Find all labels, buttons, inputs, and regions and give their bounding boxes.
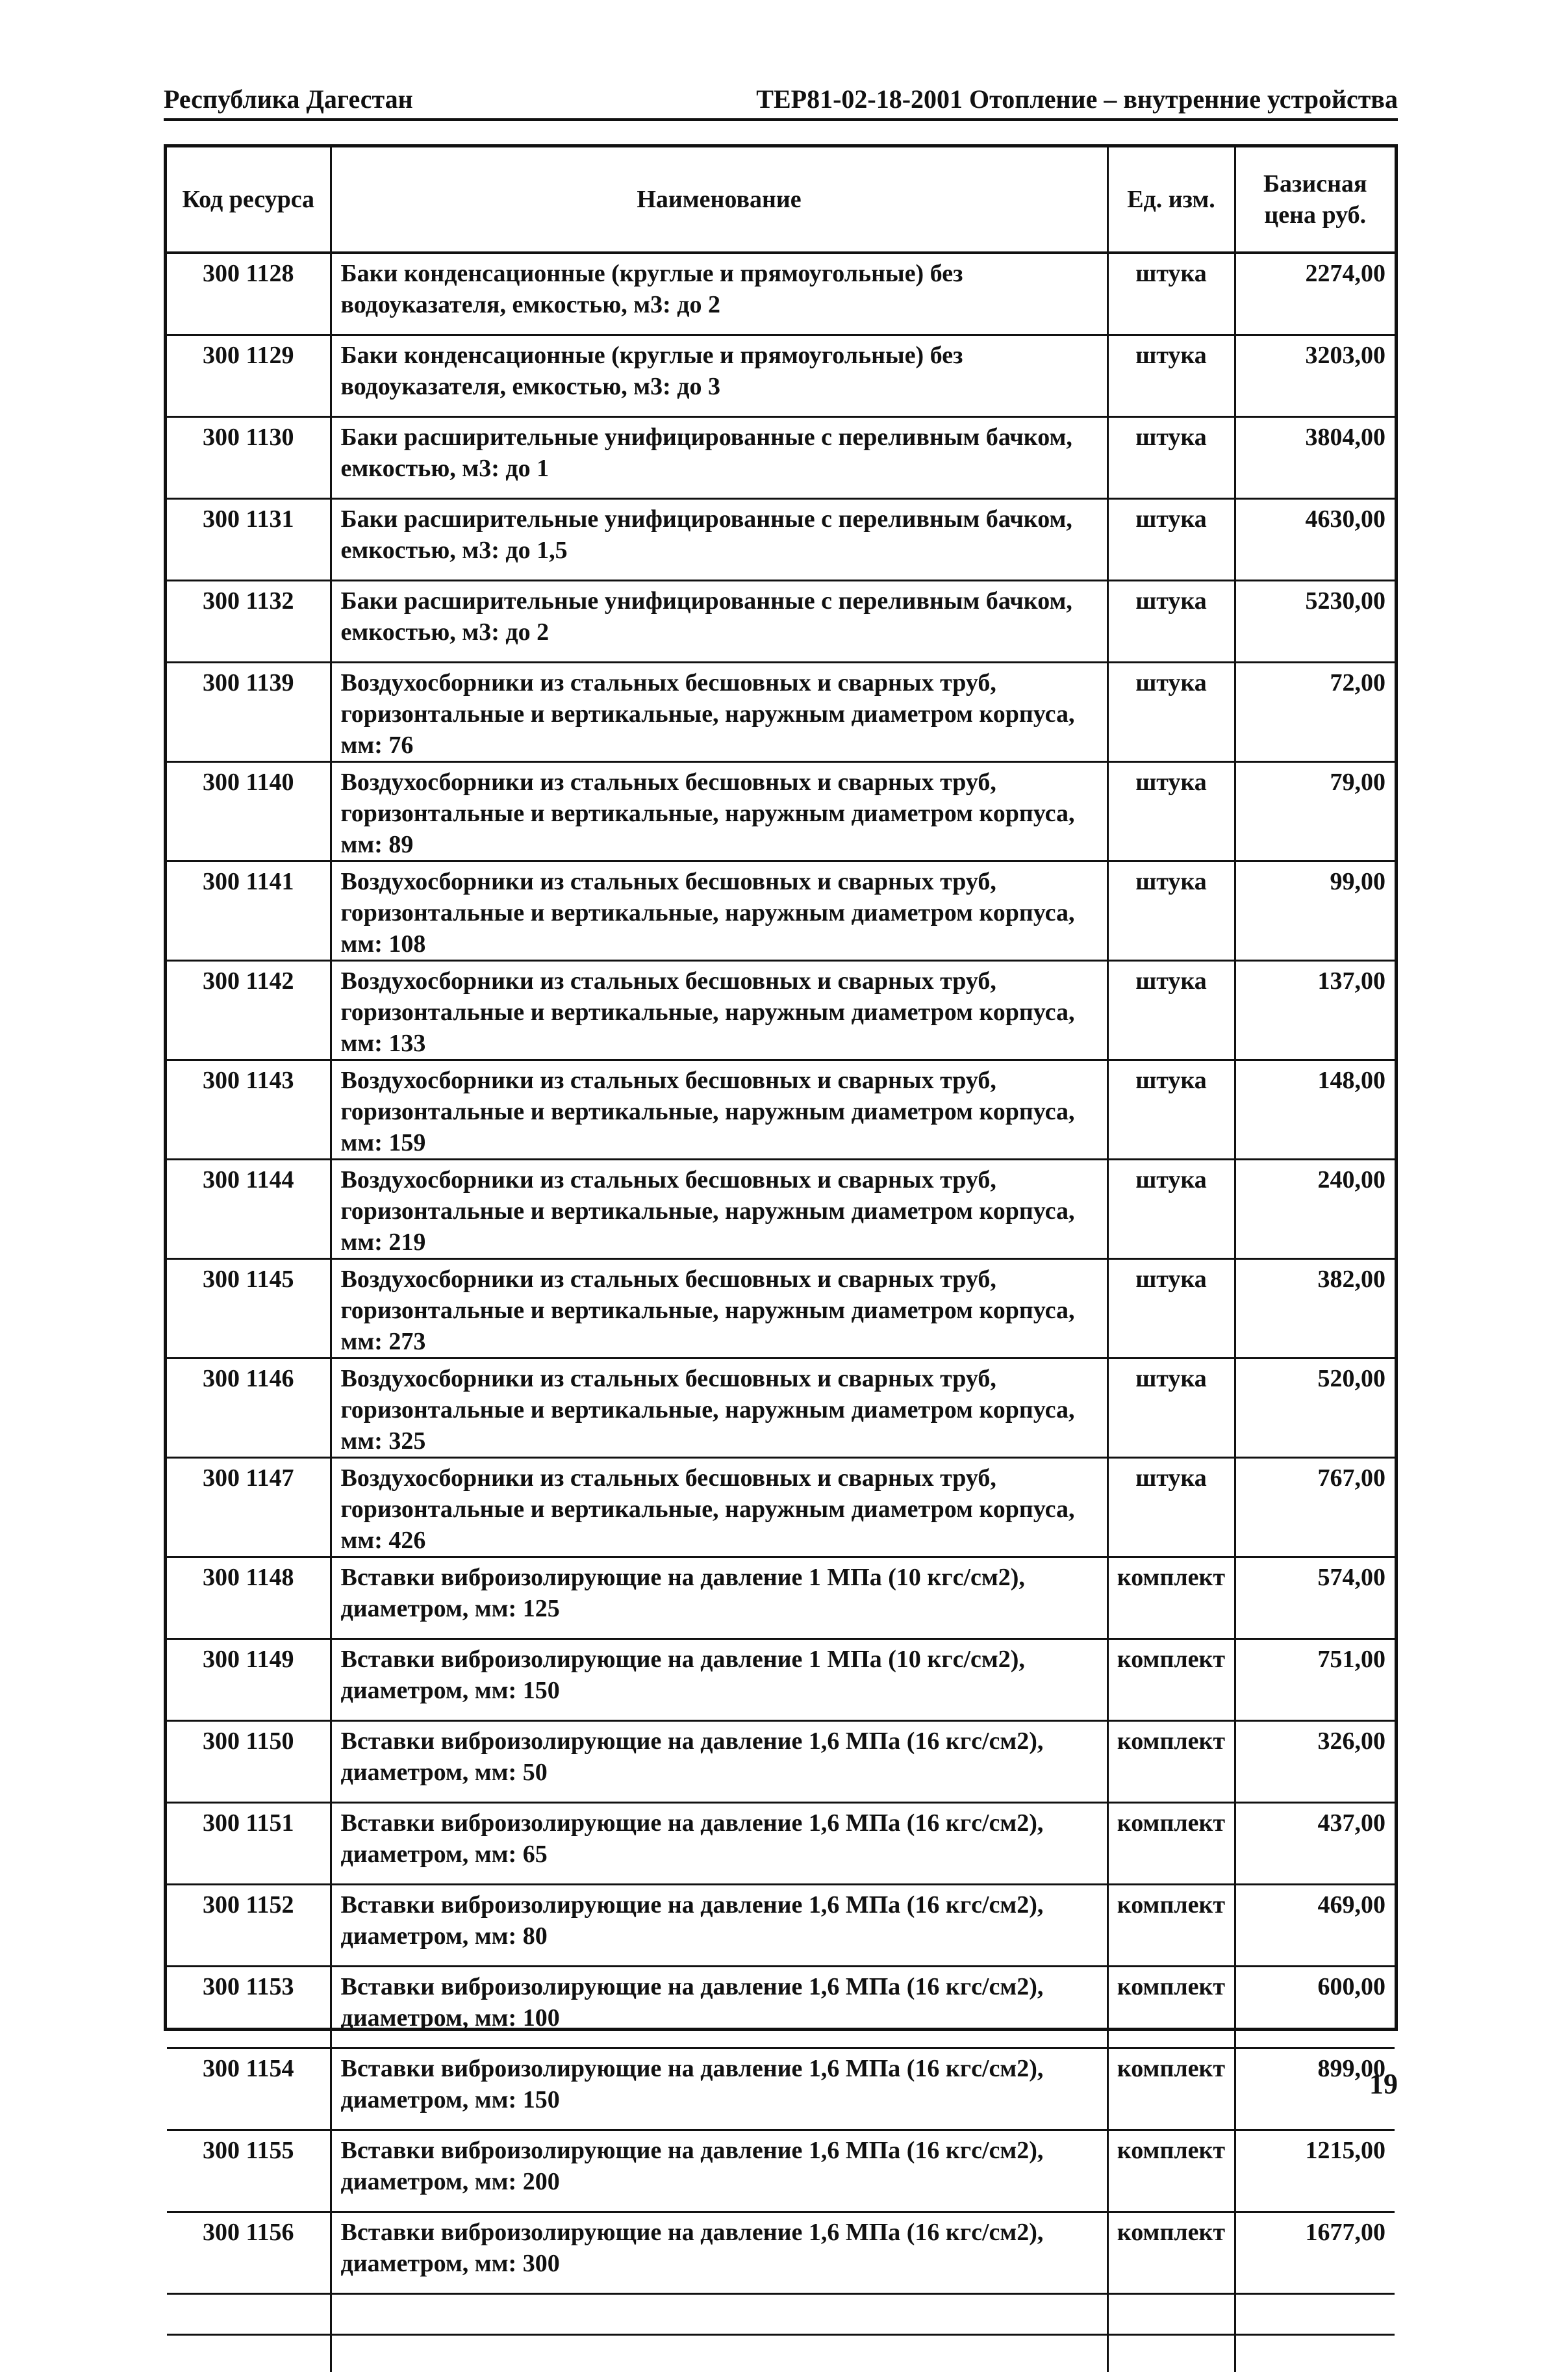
resource-table [164,144,1398,2031]
table-row [167,1458,1395,1557]
resource-price: 137,00 [1235,961,1395,1060]
resource-price: 1677,00 [1235,2212,1395,2294]
resource-price: 2274,00 [1235,253,1395,335]
table-row [167,1060,1395,1160]
resource-name: Вставки виброизолирующие на давление 1 МПа (10 кгс/см2), диаметром, мм: 125 [331,1557,1107,1639]
resource-unit: штука [1107,1358,1235,1458]
table-row [167,417,1395,499]
table-row [167,1639,1395,1721]
resource-price: 899,00 [1235,2048,1395,2130]
resource-code: 300 1143 [167,1060,331,1160]
resource-unit: штука [1107,861,1235,961]
resource-price: 520,00 [1235,1358,1395,1458]
table-spacer-row [167,2294,1395,2335]
resource-unit: комплект [1107,1721,1235,1803]
header-region: Республика Дагестан [164,81,413,118]
resource-unit: штука [1107,499,1235,581]
resource-name: Воздухосборники из стальных бесшовных и сварных труб, горизонтальные и вертикальные, наружным диаметром корпуса, мм: 219 [331,1160,1107,1259]
resource-name: Вставки виброизолирующие на давление 1,6 МПа (16 кгс/см2), диаметром, мм: 300 [331,2212,1107,2294]
page-header [164,81,1398,121]
resource-unit: комплект [1107,2130,1235,2212]
resource-price: 148,00 [1235,1060,1395,1160]
table-row [167,1259,1395,1358]
table-row [167,581,1395,663]
resource-unit: штука [1107,335,1235,417]
resource-price: 3804,00 [1235,417,1395,499]
resource-price: 437,00 [1235,1803,1395,1885]
resource-code: 300 1139 [167,663,331,762]
resource-price: 72,00 [1235,663,1395,762]
resource-name: Воздухосборники из стальных бесшовных и сварных труб, горизонтальные и вертикальные, наружным диаметром корпуса, мм: 89 [331,762,1107,861]
resource-unit: комплект [1107,1803,1235,1885]
resource-code: 300 1129 [167,335,331,417]
resource-code: 300 1156 [167,2212,331,2294]
resource-code: 300 1141 [167,861,331,961]
resource-price: 79,00 [1235,762,1395,861]
resource-price: 326,00 [1235,1721,1395,1803]
table-row [167,1557,1395,1639]
resource-price: 3203,00 [1235,335,1395,417]
resource-price: 4630,00 [1235,499,1395,581]
resource-code: 300 1142 [167,961,331,1060]
table-header-row [167,147,1395,253]
column-header-code: Код ресурса [167,147,331,253]
resource-code: 300 1147 [167,1458,331,1557]
resource-price: 240,00 [1235,1160,1395,1259]
resource-price: 1215,00 [1235,2130,1395,2212]
resource-name: Баки расширительные унифицированные с переливным бачком, емкостью, м3: до 1 [331,417,1107,499]
resource-unit: штука [1107,663,1235,762]
table-row [167,253,1395,335]
table-row [167,1967,1395,2048]
table-empty-row [167,2335,1395,2372]
resource-name: Воздухосборники из стальных бесшовных и сварных труб, горизонтальные и вертикальные, наружным диаметром корпуса, мм: 273 [331,1259,1107,1358]
table-row [167,2048,1395,2130]
table-row [167,499,1395,581]
resource-unit: штука [1107,1259,1235,1358]
resource-price: 469,00 [1235,1885,1395,1967]
resource-price: 767,00 [1235,1458,1395,1557]
resource-code: 300 1154 [167,2048,331,2130]
resource-code: 300 1132 [167,581,331,663]
resource-unit: штука [1107,762,1235,861]
resource-name: Вставки виброизолирующие на давление 1,6 МПа (16 кгс/см2), диаметром, мм: 100 [331,1967,1107,2048]
resource-price: 600,00 [1235,1967,1395,2048]
resource-code: 300 1144 [167,1160,331,1259]
resource-unit: штука [1107,1458,1235,1557]
resource-code: 300 1152 [167,1885,331,1967]
resource-name: Вставки виброизолирующие на давление 1,6 МПа (16 кгс/см2), диаметром, мм: 50 [331,1721,1107,1803]
resource-unit: штука [1107,417,1235,499]
column-header-price: Базисная цена руб. [1235,147,1395,253]
table-row [167,861,1395,961]
resource-name: Воздухосборники из стальных бесшовных и сварных труб, горизонтальные и вертикальные, наружным диаметром корпуса, мм: 325 [331,1358,1107,1458]
resource-name: Баки конденсационные (круглые и прямоугольные) без водоуказателя, емкостью, м3: до 2 [331,253,1107,335]
resource-name: Воздухосборники из стальных бесшовных и сварных труб, горизонтальные и вертикальные, наружным диаметром корпуса, мм: 426 [331,1458,1107,1557]
resource-code: 300 1155 [167,2130,331,2212]
table-row [167,1885,1395,1967]
header-document-title: ТЕР81-02-18-2001 Отопление – внутренние устройства [756,81,1398,118]
resource-code: 300 1130 [167,417,331,499]
resource-name: Воздухосборники из стальных бесшовных и сварных труб, горизонтальные и вертикальные, наружным диаметром корпуса, мм: 76 [331,663,1107,762]
resource-code: 300 1148 [167,1557,331,1639]
table-row [167,1358,1395,1458]
resource-code: 300 1145 [167,1259,331,1358]
resource-price: 574,00 [1235,1557,1395,1639]
resource-price: 99,00 [1235,861,1395,961]
resource-name: Воздухосборники из стальных бесшовных и сварных труб, горизонтальные и вертикальные, наружным диаметром корпуса, мм: 108 [331,861,1107,961]
resource-unit: штука [1107,1160,1235,1259]
resource-unit: комплект [1107,1885,1235,1967]
resource-code: 300 1153 [167,1967,331,2048]
column-header-unit: Ед. изм. [1107,147,1235,253]
resource-unit: комплект [1107,1639,1235,1721]
table-row [167,1721,1395,1803]
table-row [167,663,1395,762]
resource-code: 300 1131 [167,499,331,581]
resource-price: 5230,00 [1235,581,1395,663]
resource-unit: комплект [1107,2048,1235,2130]
resource-name: Вставки виброизолирующие на давление 1,6 МПа (16 кгс/см2), диаметром, мм: 80 [331,1885,1107,1967]
resource-code: 300 1146 [167,1358,331,1458]
resource-name: Вставки виброизолирующие на давление 1 МПа (10 кгс/см2), диаметром, мм: 150 [331,1639,1107,1721]
resource-name: Вставки виброизолирующие на давление 1,6 МПа (16 кгс/см2), диаметром, мм: 200 [331,2130,1107,2212]
table-body [167,253,1395,2372]
resource-unit: комплект [1107,1557,1235,1639]
resource-name: Воздухосборники из стальных бесшовных и сварных труб, горизонтальные и вертикальные, наружным диаметром корпуса, мм: 133 [331,961,1107,1060]
table-row [167,2130,1395,2212]
resource-unit: комплект [1107,1967,1235,2048]
resource-unit: штука [1107,1060,1235,1160]
resource-code: 300 1128 [167,253,331,335]
resource-unit: комплект [1107,2212,1235,2294]
resource-code: 300 1151 [167,1803,331,1885]
table-row [167,335,1395,417]
resource-name: Баки конденсационные (круглые и прямоугольные) без водоуказателя, емкостью, м3: до 3 [331,335,1107,417]
resource-unit: штука [1107,581,1235,663]
resource-name: Воздухосборники из стальных бесшовных и сварных труб, горизонтальные и вертикальные, наружным диаметром корпуса, мм: 159 [331,1060,1107,1160]
column-header-name: Наименование [331,147,1107,253]
resource-name: Вставки виброизолирующие на давление 1,6 МПа (16 кгс/см2), диаметром, мм: 150 [331,2048,1107,2130]
table-row [167,1160,1395,1259]
resource-name: Баки расширительные унифицированные с переливным бачком, емкостью, м3: до 2 [331,581,1107,663]
table-row [167,762,1395,861]
table-row [167,961,1395,1060]
table-row [167,1803,1395,1885]
resource-code: 300 1140 [167,762,331,861]
resource-price: 751,00 [1235,1639,1395,1721]
table-row [167,2212,1395,2294]
resource-name: Вставки виброизолирующие на давление 1,6 МПа (16 кгс/см2), диаметром, мм: 65 [331,1803,1107,1885]
resource-code: 300 1149 [167,1639,331,1721]
resource-unit: штука [1107,253,1235,335]
resource-code: 300 1150 [167,1721,331,1803]
resource-name: Баки расширительные унифицированные с переливным бачком, емкостью, м3: до 1,5 [331,499,1107,581]
resource-price: 382,00 [1235,1259,1395,1358]
page-number: 19 [1369,2067,1398,2100]
resource-unit: штука [1107,961,1235,1060]
